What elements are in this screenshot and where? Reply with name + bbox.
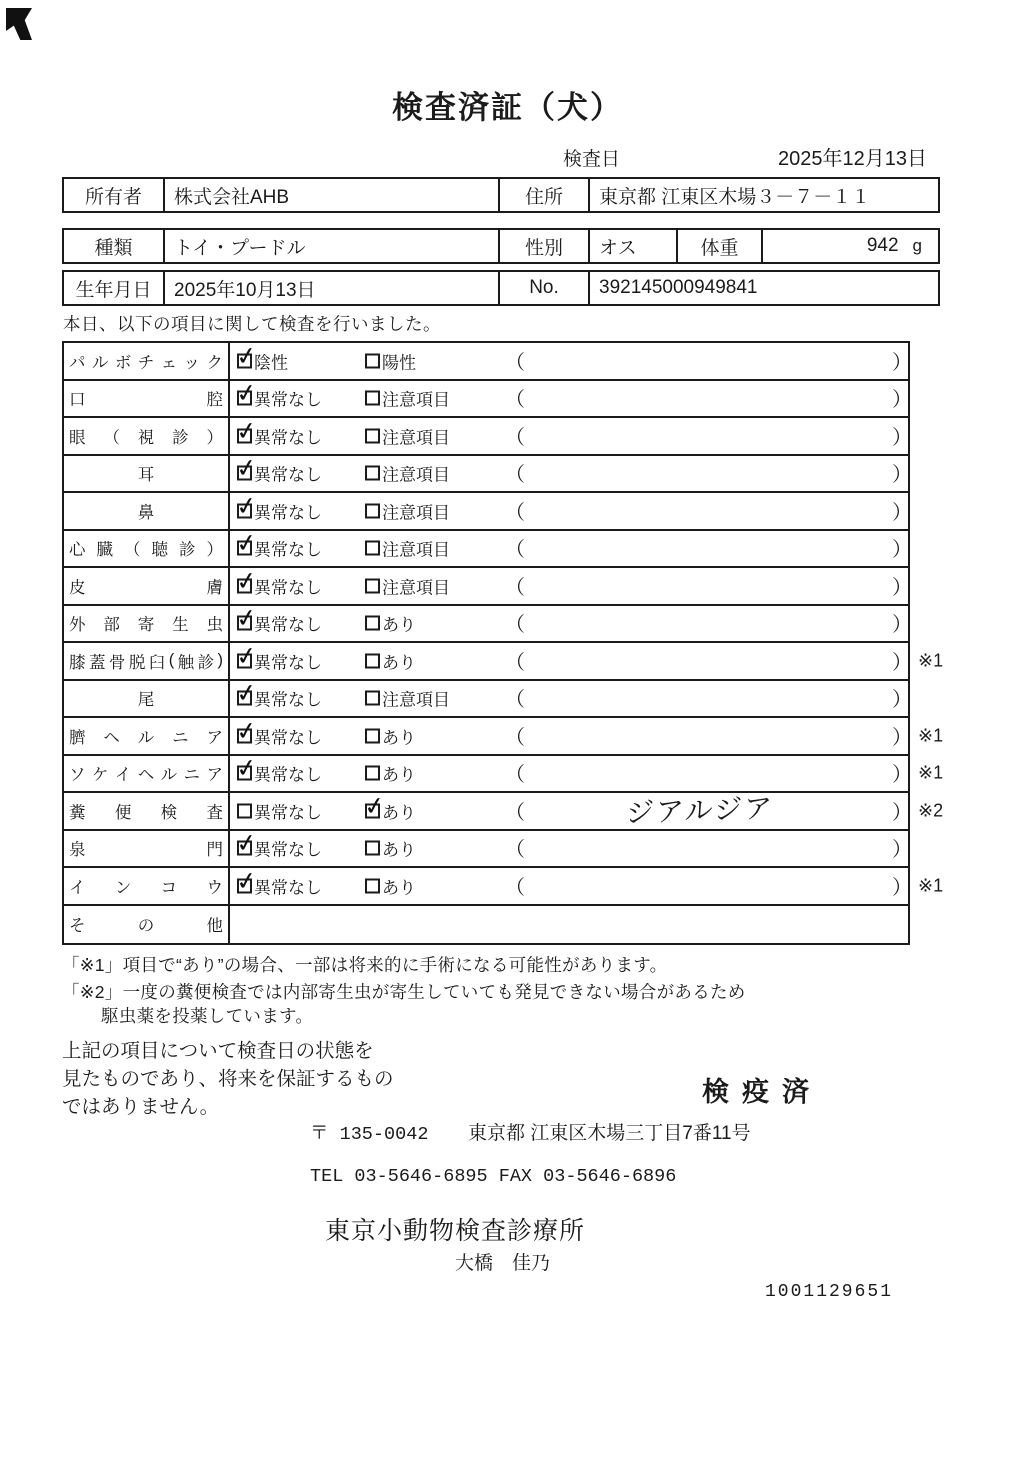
paren-open-icon: （ <box>505 539 525 562</box>
exam-item-label: 心 臓 （ 聴 診 ） <box>64 531 230 567</box>
checkbox-label: 注意項目 <box>382 690 450 710</box>
checkbox-label: あり <box>382 878 416 898</box>
checkbox-box <box>237 616 252 631</box>
checkbox-label: 注意項目 <box>382 465 450 485</box>
vet-name: 大橋 佳乃 <box>455 1253 551 1274</box>
check-icon <box>234 752 259 785</box>
exam-item-label: 耳 <box>64 456 230 492</box>
paren-open-icon: （ <box>505 651 525 674</box>
check-icon <box>234 677 259 710</box>
exam-item-label: 口 腔 <box>64 381 230 417</box>
exam-row-umbilical-hernia <box>64 718 944 756</box>
checkbox-box <box>365 766 380 781</box>
checkbox-label: 異常なし <box>254 765 322 785</box>
exam-row-fontanelle <box>64 831 912 869</box>
exam-row-body <box>230 681 912 717</box>
footnote-1: 「※1」項目で“あり”の場合、一部は将来的に手術になる可能性があります。 <box>62 955 668 975</box>
checkbox-option-2 <box>365 573 450 598</box>
paren-open-icon: （ <box>505 801 525 824</box>
checkbox-option-2 <box>365 498 450 523</box>
exam-row-patella <box>64 643 944 681</box>
page-title: 検査済証（犬） <box>392 90 623 125</box>
checkbox-option-1 <box>237 423 322 448</box>
checkbox-option-2 <box>365 423 450 448</box>
checkbox-box <box>237 466 252 481</box>
paren-close-icon: ） <box>892 464 912 487</box>
checkbox-label: 異常なし <box>254 540 322 560</box>
paren-open-icon: （ <box>505 614 525 637</box>
weight-value: 942 <box>866 235 899 256</box>
checkbox-box <box>237 578 252 593</box>
check-icon <box>234 490 259 523</box>
exam-item-label: 鼻 <box>64 493 230 529</box>
exam-item-label: そ の 他 <box>64 906 230 944</box>
no-label: No. <box>500 272 590 304</box>
check-icon <box>234 640 259 673</box>
serial-number: 1001129651 <box>765 1282 894 1302</box>
checkbox-box <box>365 653 380 668</box>
checkbox-option-1 <box>237 498 322 523</box>
exam-row-skin <box>64 568 912 606</box>
checkbox-box <box>365 391 380 406</box>
exam-row-ectoparasites <box>64 606 912 644</box>
address-value: 東京都 江東区木場３－７－１１ <box>599 186 871 208</box>
checkbox-label: 注意項目 <box>382 578 450 598</box>
checkbox-label: 異常なし <box>254 690 322 710</box>
intro-sentence: 本日、以下の項目に関して検査を行いました。 <box>63 314 441 334</box>
exam-row-inkou <box>64 868 944 906</box>
paren-close-icon: ） <box>892 389 912 412</box>
exam-row-heart <box>64 531 912 569</box>
checkbox-label: あり <box>382 840 416 860</box>
inspection-date-value: 2025年12月13日 <box>778 148 927 170</box>
exam-item-label: 膝 蓋 骨 脱 臼 ( 触 診 ) <box>64 643 230 679</box>
check-icon <box>234 602 259 635</box>
birthdate-table <box>62 270 940 306</box>
address-label: 住所 <box>500 179 590 211</box>
checkbox-box <box>365 578 380 593</box>
sex-value: オス <box>590 230 678 262</box>
paren-close-icon: ） <box>892 651 912 674</box>
checkbox-label: 異常なし <box>254 728 322 748</box>
paren-open-icon: （ <box>505 839 525 862</box>
checkbox-box <box>237 878 252 893</box>
checkbox-option-2 <box>365 798 416 823</box>
footnote-3: 駆虫薬を投薬しています。 <box>101 1006 314 1026</box>
paren-close-icon: ） <box>892 614 912 637</box>
checkbox-label: 異常なし <box>254 615 322 635</box>
checkbox-label: 異常なし <box>254 503 322 523</box>
check-icon <box>234 715 259 748</box>
exam-row-mouth <box>64 381 912 419</box>
checkbox-option-1 <box>237 798 322 823</box>
checkbox-label: 異常なし <box>254 878 322 898</box>
paren-close-icon: ） <box>892 426 912 449</box>
check-icon <box>234 415 259 448</box>
checkbox-label: 陽性 <box>382 353 416 373</box>
paren-open-icon: （ <box>505 576 525 599</box>
checkbox-box <box>237 691 252 706</box>
check-icon <box>234 527 259 560</box>
checkbox-box <box>365 428 380 443</box>
checkbox-label: あり <box>382 803 416 823</box>
paren-open-icon: （ <box>505 726 525 749</box>
checkbox-option-2 <box>365 348 416 373</box>
row-note: ※1 <box>918 725 944 746</box>
exam-row-body <box>230 568 912 604</box>
checkbox-label: 異常なし <box>254 653 322 673</box>
checkbox-box <box>237 653 252 668</box>
checkbox-label: あり <box>382 765 416 785</box>
scan-corner-mark <box>6 8 32 40</box>
checkbox-box <box>365 466 380 481</box>
exam-row-body <box>230 343 912 379</box>
checkbox-box <box>237 766 252 781</box>
inspection-date-label: 検査日 <box>563 149 621 170</box>
paren-close-icon: ） <box>892 501 912 524</box>
checkbox-option-2 <box>365 386 450 411</box>
checkbox-option-1 <box>237 723 322 748</box>
paren-close-icon: ） <box>892 351 912 374</box>
exam-row-body <box>230 643 944 679</box>
paren-open-icon: （ <box>505 464 525 487</box>
paren-close-icon: ） <box>892 576 912 599</box>
paren-close-icon: ） <box>892 726 912 749</box>
checkbox-box <box>237 841 252 856</box>
checkbox-option-2 <box>365 873 416 898</box>
checkbox-box <box>237 503 252 518</box>
paren-open-icon: （ <box>505 351 525 374</box>
exam-row-body <box>230 381 912 417</box>
exam-row-tail <box>64 681 912 719</box>
check-icon <box>234 865 259 898</box>
check-icon <box>234 340 259 373</box>
clinic-address: 東京都 江東区木場三丁目7番11号 <box>468 1123 751 1144</box>
check-icon <box>234 565 259 598</box>
checkbox-label: 異常なし <box>254 578 322 598</box>
no-value: 392145000949841 <box>599 277 758 298</box>
checkbox-label: あり <box>382 615 416 635</box>
checkbox-option-2 <box>365 648 416 673</box>
checkbox-box <box>365 691 380 706</box>
disclaimer <box>62 1037 394 1121</box>
disclaimer-line: 上記の項目について検査日の状態を <box>62 1040 374 1062</box>
checkbox-option-2 <box>365 611 416 636</box>
quarantine-stamp: 検疫済 <box>702 1077 822 1107</box>
paren-close-icon: ） <box>892 539 912 562</box>
exam-row-body <box>230 792 944 829</box>
exam-item-label: 外 部 寄 生 虫 <box>64 606 230 642</box>
paren-open-icon: （ <box>505 501 525 524</box>
exam-item-label: 泉 門 <box>64 831 230 867</box>
checkbox-box <box>365 353 380 368</box>
checkbox-label: 異常なし <box>254 803 322 823</box>
checkbox-label: 異常なし <box>254 840 322 860</box>
checkbox-box <box>365 616 380 631</box>
checkbox-option-1 <box>237 386 322 411</box>
exam-row-ears <box>64 456 912 494</box>
check-icon <box>362 790 387 823</box>
checkbox-label: 注意項目 <box>382 540 450 560</box>
checkbox-label: あり <box>382 653 416 673</box>
checkbox-option-2 <box>365 836 416 861</box>
exam-row-body <box>230 531 912 567</box>
row-note: ※1 <box>918 762 944 783</box>
checkbox-box <box>237 428 252 443</box>
exam-row-body <box>230 456 912 492</box>
checkbox-box <box>237 353 252 368</box>
checkbox-label: 陰性 <box>254 353 288 373</box>
checkbox-option-2 <box>365 723 416 748</box>
tel-fax: TEL 03-5646-6895 FAX 03-5646-6896 <box>310 1166 677 1187</box>
checkbox-label: 注意項目 <box>382 503 450 523</box>
birthdate-label: 生年月日 <box>64 272 165 304</box>
weight-unit: g <box>912 236 922 255</box>
checkbox-box <box>237 803 252 818</box>
checkbox-label: 異常なし <box>254 390 322 410</box>
checkbox-box <box>365 803 380 818</box>
checkbox-box <box>237 541 252 556</box>
exam-row-eyes <box>64 418 912 456</box>
exam-item-label: イ ン コ ウ <box>64 868 230 904</box>
postal-code: 〒 135-0042 <box>310 1124 429 1145</box>
checkbox-option-1 <box>237 836 322 861</box>
paren-open-icon: （ <box>505 426 525 449</box>
weight-label: 体重 <box>678 230 763 262</box>
clinic-name: 東京小動物検査診療所 <box>325 1217 586 1245</box>
checkbox-box <box>365 503 380 518</box>
checkbox-option-2 <box>365 461 450 486</box>
checkbox-option-2 <box>365 536 450 561</box>
checkbox-box <box>237 391 252 406</box>
paren-open-icon: （ <box>505 764 525 787</box>
checkbox-label: 異常なし <box>254 428 322 448</box>
exam-row-nose <box>64 493 912 531</box>
exam-row-fecal-exam <box>64 792 944 831</box>
checkbox-box <box>237 728 252 743</box>
paren-close-icon: ） <box>892 764 912 787</box>
checkbox-box <box>365 841 380 856</box>
exam-row-other <box>64 906 908 944</box>
checkbox-label: 異常なし <box>254 465 322 485</box>
exam-row-body <box>230 831 912 867</box>
checkbox-option-1 <box>237 611 322 636</box>
checkbox-box <box>365 728 380 743</box>
owner-value: 株式会社AHB <box>165 179 500 211</box>
exam-row-body <box>230 718 944 754</box>
exam-item-label: 眼 （ 視 診 ） <box>64 418 230 454</box>
paren-close-icon: ） <box>892 801 912 824</box>
paren-close-icon: ） <box>892 876 912 899</box>
row-note: ※1 <box>918 875 944 896</box>
breed-value: トイ・プードル <box>165 230 500 262</box>
check-icon <box>234 827 259 860</box>
checkbox-option-1 <box>237 461 322 486</box>
exam-row-body <box>230 493 912 529</box>
exam-table <box>62 341 944 945</box>
sex-label: 性別 <box>500 230 590 262</box>
checkbox-option-1 <box>237 761 322 786</box>
handwritten-finding: ジアルジア <box>625 792 775 829</box>
checkbox-label: あり <box>382 728 416 748</box>
footnote-2: 「※2」一度の糞便検査では内部寄生虫が寄生していても発見できない場合があるため <box>62 982 746 1002</box>
exam-item-label: 皮 膚 <box>64 568 230 604</box>
checkbox-label: 注意項目 <box>382 390 450 410</box>
checkbox-option-2 <box>365 686 450 711</box>
breed-table <box>62 228 940 264</box>
owner-table <box>62 177 940 213</box>
exam-item-label: 糞 便 検 査 <box>64 793 230 829</box>
exam-row-parvo <box>64 343 912 381</box>
checkbox-label: 注意項目 <box>382 428 450 448</box>
exam-row-body <box>230 418 912 454</box>
row-note: ※1 <box>918 650 944 671</box>
row-note: ※2 <box>918 800 944 821</box>
check-icon <box>234 377 259 410</box>
paren-close-icon: ） <box>892 689 912 712</box>
checkbox-option-1 <box>237 348 288 373</box>
birthdate-value: 2025年10月13日 <box>165 272 500 304</box>
checkbox-box <box>365 878 380 893</box>
exam-item-label: 尾 <box>64 681 230 717</box>
exam-row-body <box>230 606 912 642</box>
paren-open-icon: （ <box>505 689 525 712</box>
checkbox-option-1 <box>237 686 322 711</box>
checkbox-option-2 <box>365 761 416 786</box>
paren-open-icon: （ <box>505 389 525 412</box>
checkbox-box <box>365 541 380 556</box>
checkbox-option-1 <box>237 573 322 598</box>
checkbox-option-1 <box>237 873 322 898</box>
disclaimer-line: 見たものであり、将来を保証するもの <box>62 1068 394 1090</box>
breed-label: 種類 <box>64 230 165 262</box>
weight-value-cell <box>763 230 938 262</box>
exam-row-body <box>230 868 944 904</box>
checkbox-option-1 <box>237 648 322 673</box>
exam-item-label: 臍 ヘ ル ニ ア <box>64 718 230 754</box>
paren-open-icon: （ <box>505 876 525 899</box>
owner-label: 所有者 <box>64 179 165 211</box>
check-icon <box>234 452 259 485</box>
paren-close-icon: ） <box>892 839 912 862</box>
exam-item-label: パ ル ボ チ ェ ッ ク <box>64 343 230 379</box>
exam-row-body <box>230 906 908 944</box>
exam-item-label: ソ ケ イ ヘ ル ニ ア <box>64 756 230 792</box>
checkbox-option-1 <box>237 536 322 561</box>
disclaimer-line: ではありません。 <box>62 1096 220 1118</box>
